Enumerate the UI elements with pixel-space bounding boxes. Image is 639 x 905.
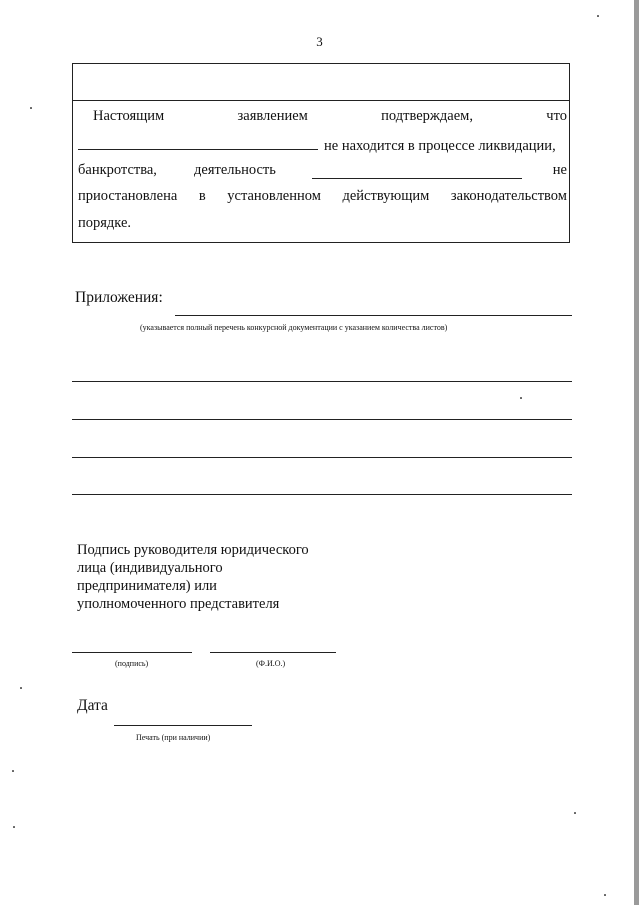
statement-box — [72, 63, 570, 243]
statement-line-5: порядке. — [78, 215, 132, 231]
signature-label — [77, 541, 309, 613]
scan-speck — [604, 894, 606, 896]
full-name-line[interactable] — [210, 652, 336, 653]
statement-word: подтверждаем, — [381, 108, 473, 124]
signature-label-line: уполномоченного представителя — [77, 596, 280, 612]
box-divider — [73, 100, 569, 101]
organization-name-blank[interactable] — [78, 135, 318, 150]
statement-line-4 — [78, 188, 567, 205]
scan-speck — [20, 687, 22, 689]
signature-line[interactable] — [72, 652, 192, 653]
scan-speck — [13, 826, 15, 828]
statement-word: действующим — [342, 188, 430, 204]
statement-word: установленном — [227, 188, 321, 204]
attachments-label: Приложения: — [75, 289, 163, 306]
attachments-line[interactable] — [72, 419, 572, 420]
attachments-line[interactable] — [72, 494, 572, 495]
signature-label-line: предпринимателя) или — [77, 578, 217, 594]
statement-word: не — [552, 162, 567, 178]
stamp-caption: Печать (при наличии) — [136, 733, 211, 742]
attachments-line[interactable] — [72, 381, 572, 382]
date-line[interactable] — [114, 725, 252, 726]
scan-edge-shadow — [634, 0, 639, 905]
page-number: 3 — [316, 34, 323, 49]
statement-word: банкротства, — [78, 162, 157, 178]
statement-text: не находится в процессе ликвидации, — [324, 138, 556, 154]
attachments-line[interactable] — [72, 457, 572, 458]
statement-word: законодательством — [450, 188, 567, 204]
statement-word: что — [546, 108, 567, 124]
attachments-caption: (указывается полный перечень конкурсной документации с указанием количества листов) — [140, 323, 448, 332]
statement-line-1 — [93, 108, 567, 125]
statement-word: Настоящим — [93, 108, 165, 124]
statement-word: в — [198, 188, 206, 204]
activity-blank[interactable] — [312, 164, 522, 179]
statement-word: приостановлена — [78, 188, 178, 204]
attachments-first-line[interactable] — [175, 315, 572, 316]
signature-caption: (подпись) — [115, 659, 149, 668]
statement-line-2 — [78, 135, 571, 155]
scan-speck — [597, 15, 599, 17]
statement-word: заявлением — [237, 108, 308, 124]
full-name-caption: (Ф.И.О.) — [256, 659, 286, 668]
scan-speck — [574, 812, 576, 814]
scan-speck — [520, 397, 522, 399]
signature-label-line: Подпись руководителя юридического — [77, 542, 309, 558]
statement-word: деятельность — [194, 162, 276, 178]
scan-speck — [12, 770, 14, 772]
signature-label-line: лица (индивидуального — [77, 560, 223, 576]
date-label: Дата — [77, 697, 108, 714]
scan-speck — [30, 107, 32, 109]
